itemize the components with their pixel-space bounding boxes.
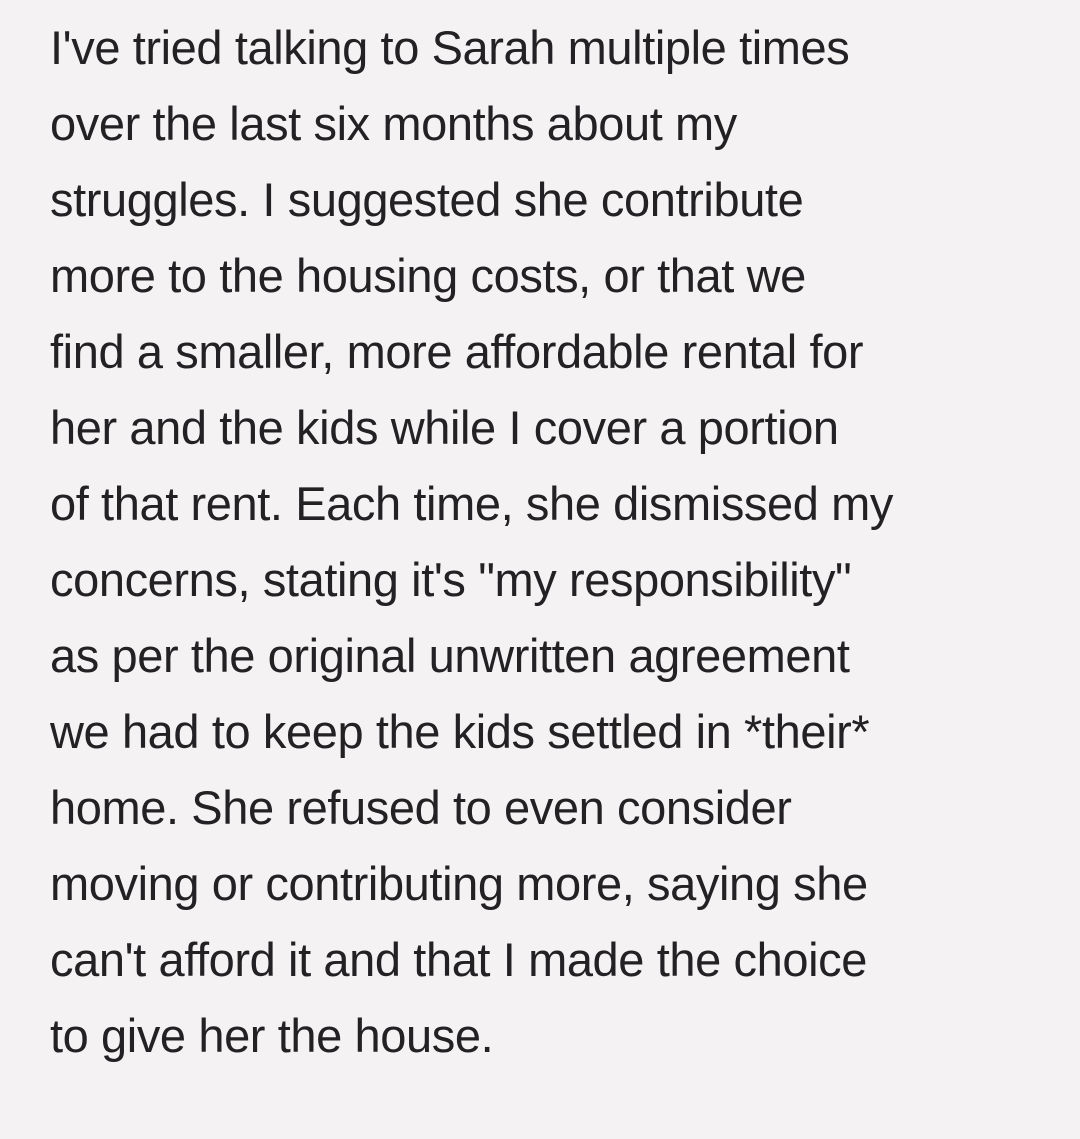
text-line: moving or contributing more, saying she [50,857,868,910]
text-line: find a smaller, more affordable rental for [50,325,864,378]
text-line: her and the kids while I cover a portion [50,401,839,454]
text-line: struggles. I suggested she contribute [50,173,804,226]
text-line: concerns, stating it's "my responsibility" [50,553,852,606]
text-line: home. She refused to even consider [50,781,792,834]
text-line: to give her the house. [50,1009,494,1062]
text-line: more to the housing costs, or that we [50,249,806,302]
text-line: we had to keep the kids settled in *their* [50,705,870,758]
text-line: of that rent. Each time, she dismissed my [50,477,894,530]
text-line: as per the original unwritten agreement [50,629,850,682]
text-line: I've tried talking to Sarah multiple times [50,21,850,74]
text-line: over the last six months about my [50,97,737,150]
text-line: can't afford it and that I made the choice [50,933,867,986]
